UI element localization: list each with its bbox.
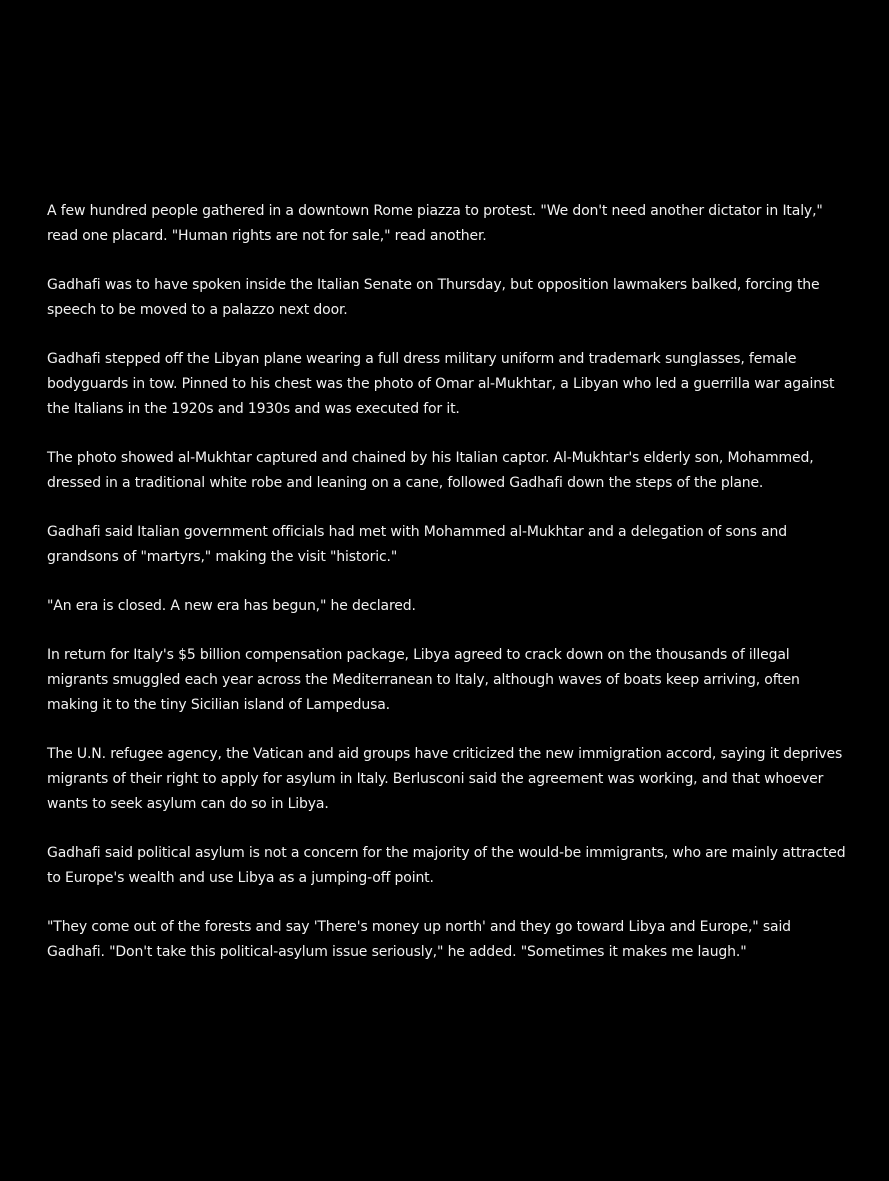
paragraph-compensation: In return for Italy's $5 billion compensation package, Libya agreed to crack down on the thousands of illegal migrants smuggled each year across the Mediterranean to Italy, although waves of boats keep arriving, often making it to the tiny Sicilian island of Lampedusa. (47, 647, 800, 713)
paragraph-quote-forests: "They come out of the forests and say 'There's money up north' and they go toward Libya and Europe," said Gadhafi. "Don't take this political-asylum issue seriously," he added. "Sometimes it makes me laugh." (47, 919, 791, 960)
paragraph-photo: The photo showed al-Mukhtar captured and chained by his Italian captor. Al-Mukhtar's elderly son, Mohammed, dressed in a traditional white robe and leaning on a cane, followed Gadhafi down the steps of the plane. (47, 450, 814, 491)
paragraph-quote-era: "An era is closed. A new era has begun," he declared. (47, 598, 416, 614)
paragraph-arrival: Gadhafi stepped off the Libyan plane wearing a full dress military uniform and trademark sunglasses, female bodyguards in tow. Pinned to his chest was the photo of Omar al-Mukhtar, a Libyan who led a guerrilla war against the Italians in the 1920s and 1930s and was executed for it. (47, 351, 835, 417)
article-body (47, 199, 853, 989)
paragraph-officials: Gadhafi said Italian government officials had met with Mohammed al-Mukhtar and a delegation of sons and grandsons of "martyrs," making the visit "historic." (47, 524, 787, 565)
paragraph-accord-criticism: The U.N. refugee agency, the Vatican and aid groups have criticized the new immigration accord, saying it deprives migrants of their right to apply for asylum in Italy. Berlusconi said the agreement was working, and that whoever wants to seek asylum can do so in Libya. (47, 746, 843, 812)
paragraph-protest: A few hundred people gathered in a downtown Rome piazza to protest. "We don't need another dictator in Italy," read one placard. "Human rights are not for sale," read another. (47, 203, 823, 244)
paragraph-senate: Gadhafi was to have spoken inside the Italian Senate on Thursday, but opposition lawmakers balked, forcing the speech to be moved to a palazzo next door. (47, 277, 820, 318)
paragraph-asylum: Gadhafi said political asylum is not a concern for the majority of the would-be immigrants, who are mainly attracted to Europe's wealth and use Libya as a jumping-off point. (47, 845, 846, 886)
